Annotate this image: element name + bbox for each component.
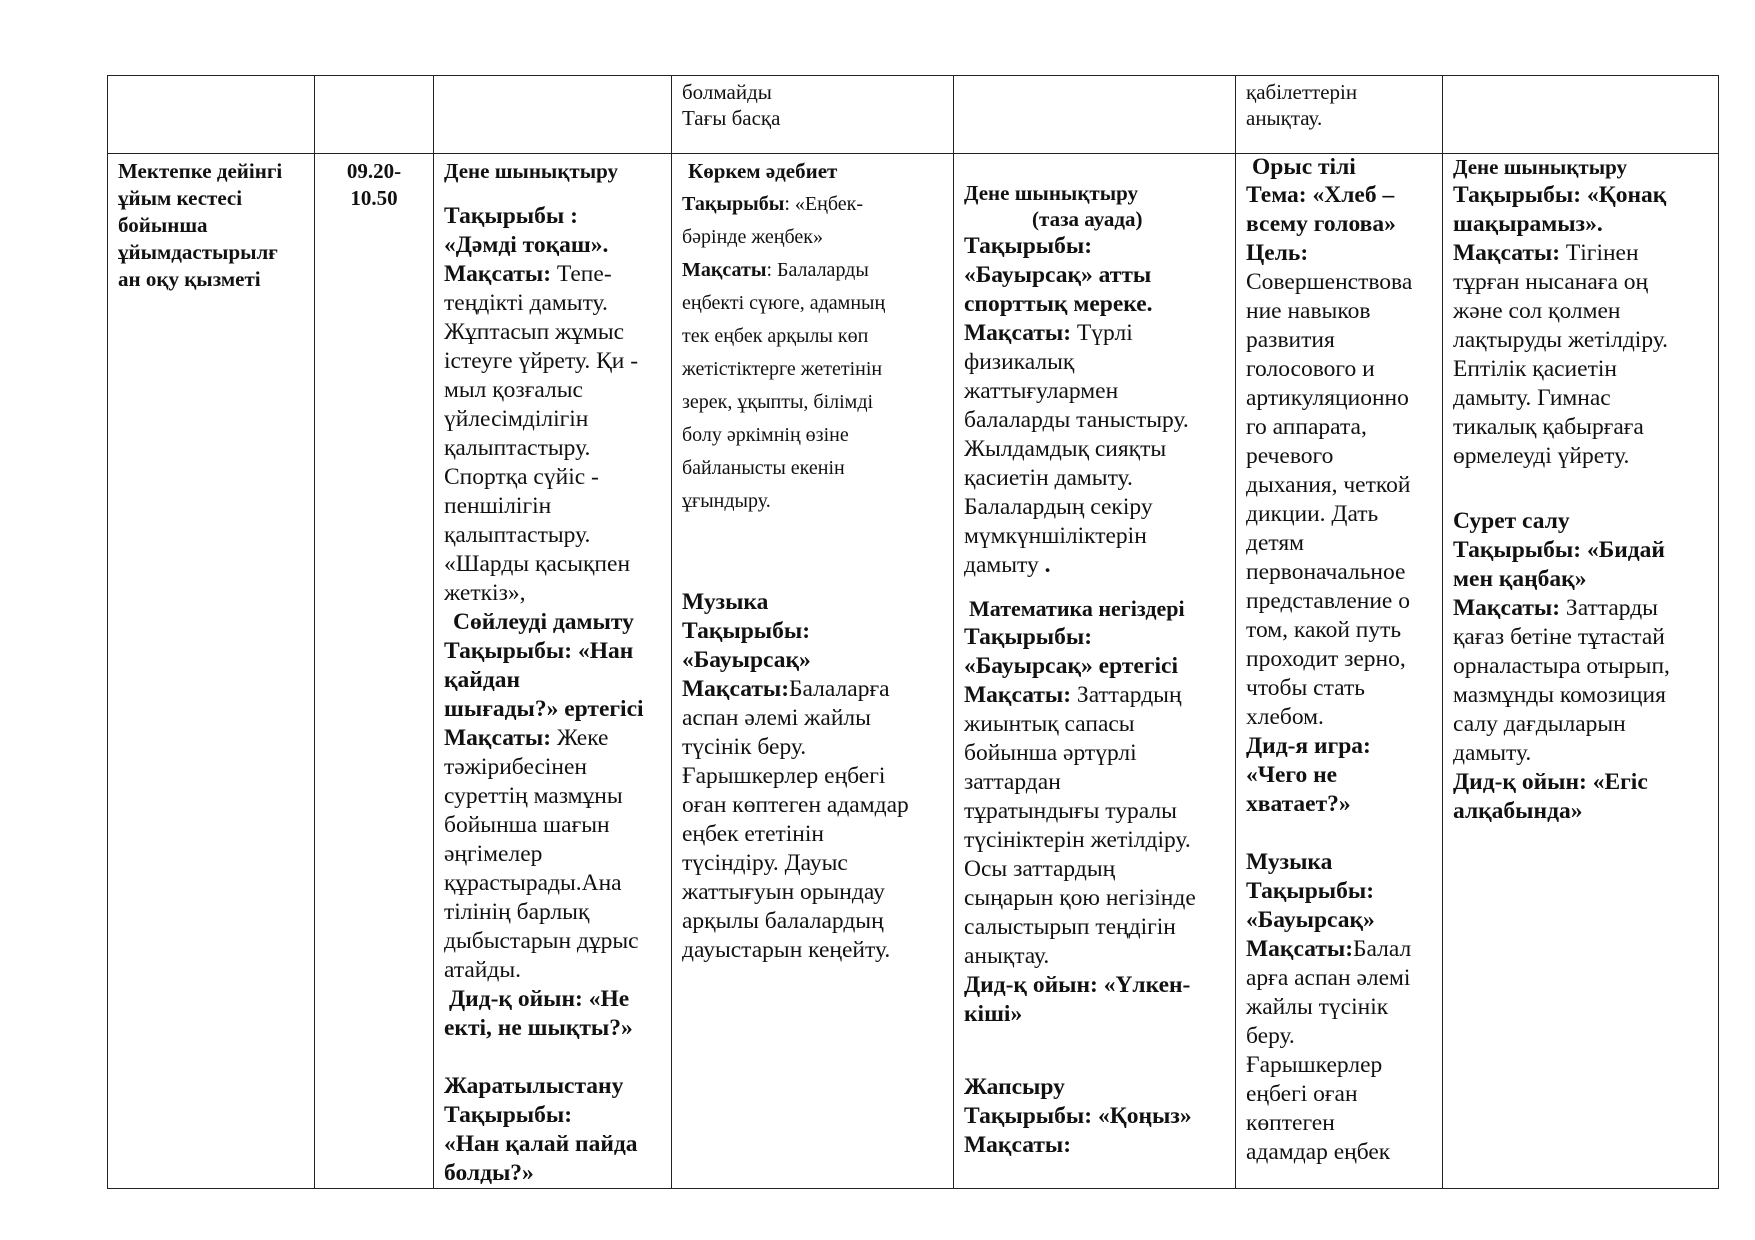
section-title-line: ан оқу қызметі — [118, 267, 261, 291]
subject-title: Музыка — [682, 589, 769, 615]
time-line: 10.50 — [350, 186, 398, 210]
text-line: лақтыруды жетілдіру. — [1453, 327, 1669, 353]
text-line: әңгімелер — [444, 841, 543, 867]
text-line: голосового и — [1246, 356, 1375, 382]
section-title-line: ұйымдастырылғ — [118, 240, 278, 264]
text-line: Цель: — [1246, 240, 1309, 266]
cell-thursday — [1236, 154, 1443, 1189]
subject-title: Орыс тілі — [1252, 154, 1356, 180]
text-line: спорттық мереке. — [964, 291, 1153, 317]
text-line: мазмұнды комозиция — [1453, 682, 1666, 708]
text-line: дауыстарын кеңейту. — [682, 937, 891, 963]
subject-title: Сөйлеуді дамыту — [453, 609, 634, 635]
cell-section-title — [108, 154, 315, 1189]
text-line: қайдан — [444, 667, 521, 693]
text-line: Мақсаты: Тігінен — [1453, 240, 1639, 266]
text-line: еңбегі оған — [1246, 1081, 1358, 1107]
cell-time — [315, 154, 434, 1189]
game-title: Дид-қ ойын: «Үлкен- — [964, 972, 1191, 998]
text-line: «Бауырсақ» атты — [964, 262, 1152, 288]
text-line: жайлы түсінік — [1246, 994, 1389, 1020]
cell-empty — [434, 76, 672, 154]
text-line: речевого — [1246, 443, 1334, 469]
text-line: оған көптеген адамдар — [682, 792, 909, 818]
subject-title: Жаратылыстану — [444, 1073, 624, 1099]
text-line: ние навыков — [1246, 298, 1371, 324]
time-line: 09.20- — [346, 159, 402, 183]
text-line: арға аспан әлемі — [1246, 965, 1411, 991]
text-line: Ғарышкерлер еңбегі — [682, 763, 886, 789]
text-line: дамыту. — [1453, 740, 1532, 766]
text-line: мен қаңбақ» — [1453, 566, 1587, 592]
text-line: тұратындығы туралы — [964, 798, 1177, 824]
text-line: жетістіктерге жететінін — [682, 358, 883, 380]
text-line: қалыптастыру. — [444, 435, 591, 461]
text-line: түсіндіру. Дауыс — [682, 850, 848, 876]
text-line: го аппарата, — [1246, 414, 1367, 440]
text-line: дыхания, четкой — [1246, 472, 1411, 498]
text-line: «Бауырсақ» — [682, 647, 811, 673]
text-line: физикалық — [964, 349, 1075, 375]
text-line: болмайды — [682, 80, 772, 104]
text-line: Тақырыбы: — [964, 624, 1093, 650]
text-line: анықтау. — [1246, 106, 1323, 130]
text-line: Жұптасып жұмыс — [444, 319, 625, 345]
text-line: қабілеттерін — [1246, 80, 1358, 104]
text-line: көптеген — [1246, 1110, 1335, 1136]
game-title: Дид-я игра: — [1246, 733, 1371, 759]
text-line: бәрінде жеңбек» — [682, 226, 824, 248]
cell-empty — [108, 76, 315, 154]
text-line: Тақырыбы: — [1246, 878, 1375, 904]
text-line: тілінің барлық — [444, 899, 590, 925]
text-line: Мақсаты: Жеке — [444, 725, 609, 751]
cell-friday — [1443, 154, 1719, 1189]
text-line: мүмкүншіліктерін — [964, 523, 1147, 549]
text-line: арқылы балалардың — [682, 908, 884, 934]
cell-wednesday — [954, 154, 1236, 1189]
text-line: балаларды таныстыру. — [964, 407, 1189, 433]
section-title-line: Мектепке дейінгі — [118, 159, 283, 183]
text-line: артикуляционно — [1246, 385, 1409, 411]
text-line: Мақсаты: Заттардың — [964, 682, 1182, 708]
text-line: хватает?» — [1246, 791, 1351, 817]
schedule-table — [107, 75, 1719, 1189]
text-line: түсінік беру. — [682, 734, 807, 760]
text-line: Мақсаты: Тепе- — [444, 261, 612, 287]
text-line: Мақсаты: — [964, 1132, 1072, 1158]
text-line: алқабында» — [1453, 798, 1583, 824]
cell-monday — [434, 154, 672, 1189]
game-title: Дид-қ ойын: «Не — [449, 986, 630, 1012]
subject-title: Дене шынықтыру — [444, 159, 619, 183]
text-line: пеншілігін — [444, 493, 552, 519]
cell-empty — [954, 76, 1236, 154]
text-line: қасиетін дамыту. — [964, 465, 1133, 491]
text-line: (таза ауада) — [1032, 207, 1143, 231]
text-line: өрмелеуді үйрету. — [1453, 443, 1630, 469]
text-line: Мақсаты:Балаларға — [682, 676, 890, 702]
text-line: хлебом. — [1246, 704, 1324, 730]
text-line: Мақсаты:Балал — [1246, 936, 1412, 962]
text-line: чтобы стать — [1246, 675, 1365, 701]
text-line: байланысты екенін — [682, 457, 845, 479]
text-line: қалыптастыру. — [444, 522, 591, 548]
text-line: Тақырыбы: «Еңбек- — [682, 193, 863, 215]
text-line: бойынша әртүрлі — [964, 740, 1137, 766]
text-line: Мақсаты: Түрлі — [964, 320, 1133, 346]
text-line: первоначальное — [1246, 559, 1406, 585]
text-line: еңбек ететінін — [682, 821, 824, 847]
text-line: Тақырыбы: — [964, 233, 1093, 259]
game-title: Дид-қ ойын: «Егіс — [1453, 769, 1648, 795]
cell-empty — [315, 76, 434, 154]
text-line: Тақырыбы: «Бидай — [1453, 537, 1665, 563]
text-line: дамыту . — [964, 552, 1051, 578]
subject-title: Дене шынықтыру — [1453, 155, 1628, 179]
text-line: істеуге үйрету. Қи - — [444, 348, 639, 374]
text-line: заттардан — [964, 769, 1061, 795]
text-line: шығады?» ертегісі — [444, 696, 644, 722]
text-line: зерек, ұқыпты, білімді — [682, 391, 874, 413]
text-line: Балалардың секіру — [964, 494, 1153, 520]
section-title-line: ұйым кестесі — [118, 186, 243, 210]
text-line: болу әркімнің өзіне — [682, 424, 849, 446]
text-line: Тағы басқа — [682, 106, 781, 130]
text-line: Совершенствова — [1246, 269, 1413, 295]
text-line: кіші» — [964, 1001, 1023, 1027]
text-line: Мақсаты: Заттарды — [1453, 595, 1658, 621]
subject-title: Математика негіздері — [969, 596, 1185, 621]
text-line: Спортқа сүйіс - — [444, 464, 599, 490]
text-line: «Бауырсақ» — [1246, 907, 1375, 933]
text-line: тұрған нысанаға оң — [1453, 269, 1649, 295]
subject-title: Дене шынықтыру — [964, 181, 1139, 205]
text-line: Жылдамдық сияқты — [964, 436, 1167, 462]
text-line: екті, не шықты?» — [444, 1015, 633, 1041]
text-line: Тақырыбы: — [682, 618, 811, 644]
text-line: дикции. Дать — [1246, 501, 1379, 527]
cell-tuesday — [672, 154, 954, 1189]
text-line: тек еңбек арқылы көп — [682, 325, 869, 347]
cell-tuesday-continued — [672, 76, 954, 154]
text-line: болды?» — [444, 1160, 534, 1186]
text-line: Осы заттардың — [964, 856, 1116, 882]
text-line: орналастыра отырып, — [1453, 653, 1670, 679]
text-line: развития — [1246, 327, 1335, 353]
text-line: дыбыстарын дұрыс — [444, 928, 639, 954]
text-line: теңдікті дамыту. — [444, 290, 608, 316]
table-row-continuation — [108, 76, 1719, 154]
subject-title: Сурет салу — [1453, 508, 1570, 534]
text-line: атайды. — [444, 957, 522, 983]
text-line: қағаз бетіне тұтастай — [1453, 624, 1665, 650]
text-line: мыл қозғалыс — [444, 377, 583, 403]
text-line: представление о — [1246, 588, 1410, 614]
subject-title: Көркем әдебиет — [688, 159, 838, 183]
text-line: салыстырып теңдігін — [964, 914, 1176, 940]
text-line: адамдар еңбек — [1246, 1139, 1391, 1165]
text-line: беру. — [1246, 1023, 1295, 1049]
text-line: сыңарын қою негізінде — [964, 885, 1196, 911]
subject-title: Музыка — [1246, 849, 1333, 875]
text-line: тәжірибесінен — [444, 754, 587, 780]
text-line: құрастырады.Ана — [444, 870, 622, 896]
text-line: түсініктерін жетілдіру. — [964, 827, 1191, 853]
text-line: аспан әлемі жайлы — [682, 705, 871, 731]
text-line: еңбекті сүюге, адамның — [682, 292, 886, 314]
text-line: «Чего не — [1246, 762, 1338, 788]
text-line: үйлесімділігін — [444, 406, 589, 432]
text-line: Мақсаты: Балаларды — [682, 259, 869, 281]
text-line: Тақырыбы : — [444, 203, 578, 229]
text-line: Ептілік қасиетін — [1453, 356, 1617, 382]
text-line: «Бауырсақ» ертегісі — [964, 653, 1178, 679]
text-line: және сол қолмен — [1453, 298, 1621, 324]
text-line: «Дәмді тоқаш». — [444, 232, 609, 258]
text-line: ұғындыру. — [682, 490, 771, 512]
text-line: салу дағдыларын — [1453, 711, 1626, 737]
text-line: бойынша шағын — [444, 812, 610, 838]
text-line: «Шарды қасықпен — [444, 551, 631, 577]
text-line: Тақырыбы: «Қоңыз» — [964, 1103, 1192, 1129]
text-line: детям — [1246, 530, 1305, 556]
text-line: дамыту. Гимнас — [1453, 385, 1611, 411]
text-line: Тақырыбы: — [444, 1102, 573, 1128]
text-line: тикалық қабырғаға — [1453, 414, 1644, 440]
text-line: суреттің мазмұны — [444, 783, 623, 809]
text-line: проходит зерно, — [1246, 646, 1406, 672]
text-line: всему голова» — [1246, 211, 1396, 237]
text-line: жаттығуын орындау — [682, 879, 885, 905]
text-line: жеткіз», — [444, 580, 526, 606]
text-line: жаттығулармен — [964, 378, 1119, 404]
section-title-line: бойынша — [118, 213, 208, 237]
text-line: Тақырыбы: «Нан — [444, 638, 634, 664]
cell-empty — [1443, 76, 1719, 154]
cell-thursday-continued — [1236, 76, 1443, 154]
text-line: Ғарышкерлер — [1246, 1052, 1383, 1078]
subject-title: Жапсыру — [964, 1074, 1065, 1100]
table-row-organized-activity — [108, 154, 1719, 1189]
text-line: анықтау. — [964, 943, 1050, 969]
text-line: Тема: «Хлеб – — [1246, 182, 1395, 208]
text-line: жиынтық сапасы — [964, 711, 1135, 737]
text-line: шақырамыз». — [1453, 211, 1603, 237]
text-line: Тақырыбы: «Қонақ — [1453, 182, 1667, 208]
text-line: том, какой путь — [1246, 617, 1402, 643]
text-line: «Нан қалай пайда — [444, 1131, 638, 1157]
